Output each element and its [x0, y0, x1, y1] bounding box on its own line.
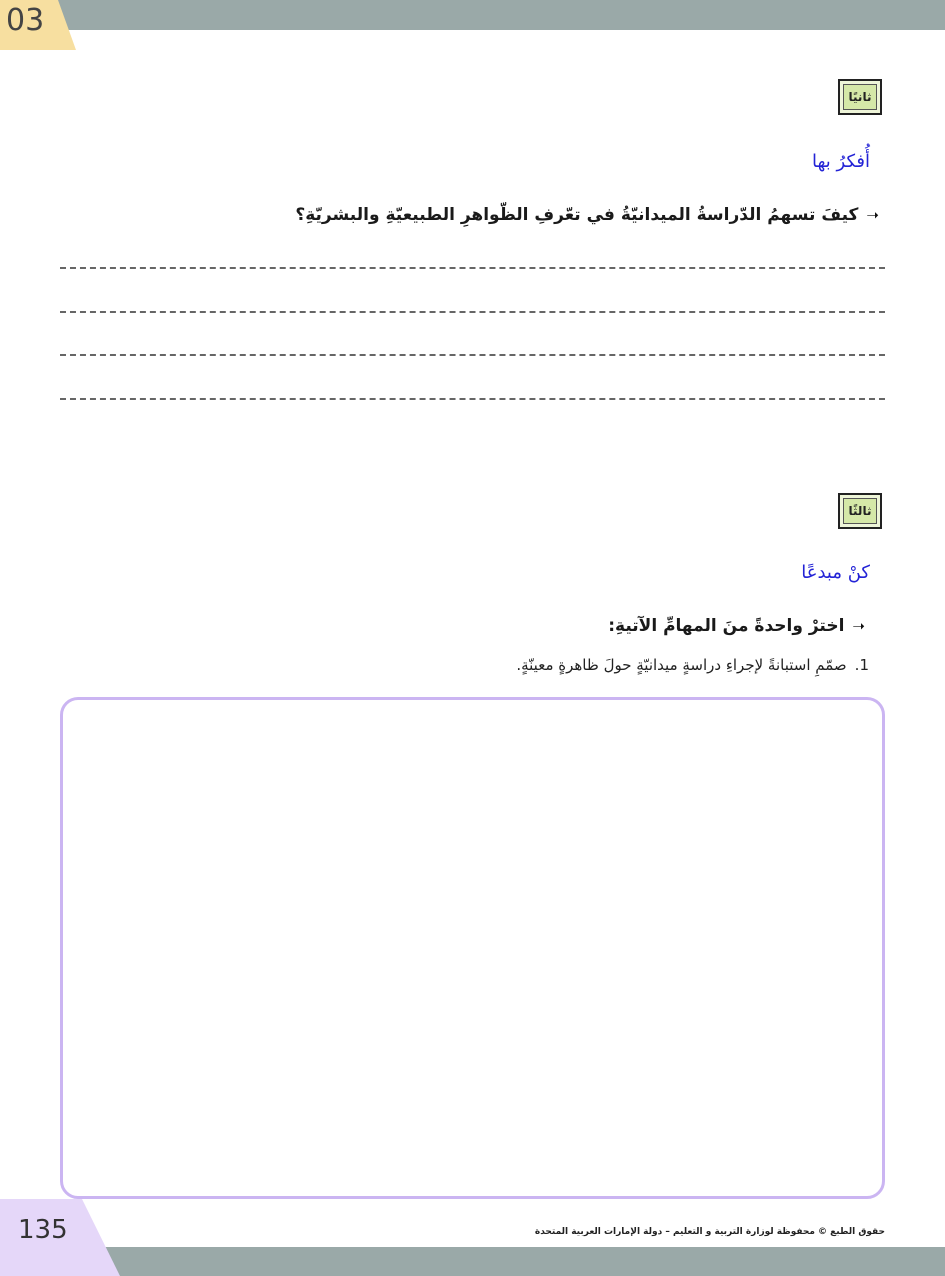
answer-line-2[interactable]	[60, 311, 885, 313]
arrow-icon: ➝	[866, 206, 879, 224]
answer-box[interactable]	[60, 697, 885, 1199]
arrow-icon: ➝	[852, 617, 865, 635]
list-item-number: 1.	[854, 656, 869, 674]
section-badge-second-label: ثانيًا	[843, 84, 877, 110]
answer-line-1[interactable]	[60, 267, 885, 269]
instruction-line	[608, 616, 865, 636]
question-line	[295, 205, 879, 225]
section-heading-think: أُفكرُ بها	[812, 151, 870, 172]
copyright-text: حقوق الطبع © محفوظة لوزارة التربية و التعليم – دولة الإمارات العربية المتحدة	[534, 1227, 885, 1237]
question-text: كيفَ تسهمُ الدّراسةُ الميدانيّةُ في تعّرفِ الظّواهرِ الطبيعيّةِ والبشريّةِ؟	[295, 205, 859, 225]
instruction-text: اخترْ واحدةً منَ المهامِّ الآتيةِ:	[608, 616, 845, 636]
answer-line-3[interactable]	[60, 354, 885, 356]
section-badge-second	[838, 79, 882, 115]
page-number: 135	[18, 1215, 68, 1245]
answer-line-4[interactable]	[60, 398, 885, 400]
top-bar	[0, 0, 945, 30]
chapter-number: 03	[6, 3, 45, 38]
section-badge-third-label: ثالثًا	[843, 498, 877, 524]
section-heading-creative: كنْ مبدعًا	[801, 562, 870, 583]
bottom-bar	[0, 1247, 945, 1276]
section-badge-third	[838, 493, 882, 529]
list-item-text: صمّمِ استبانةً لإجراءِ دراسةٍ ميدانيّةٍ حولَ ظاهرةٍ معينّةٍ.	[516, 656, 847, 674]
list-item	[516, 656, 869, 674]
